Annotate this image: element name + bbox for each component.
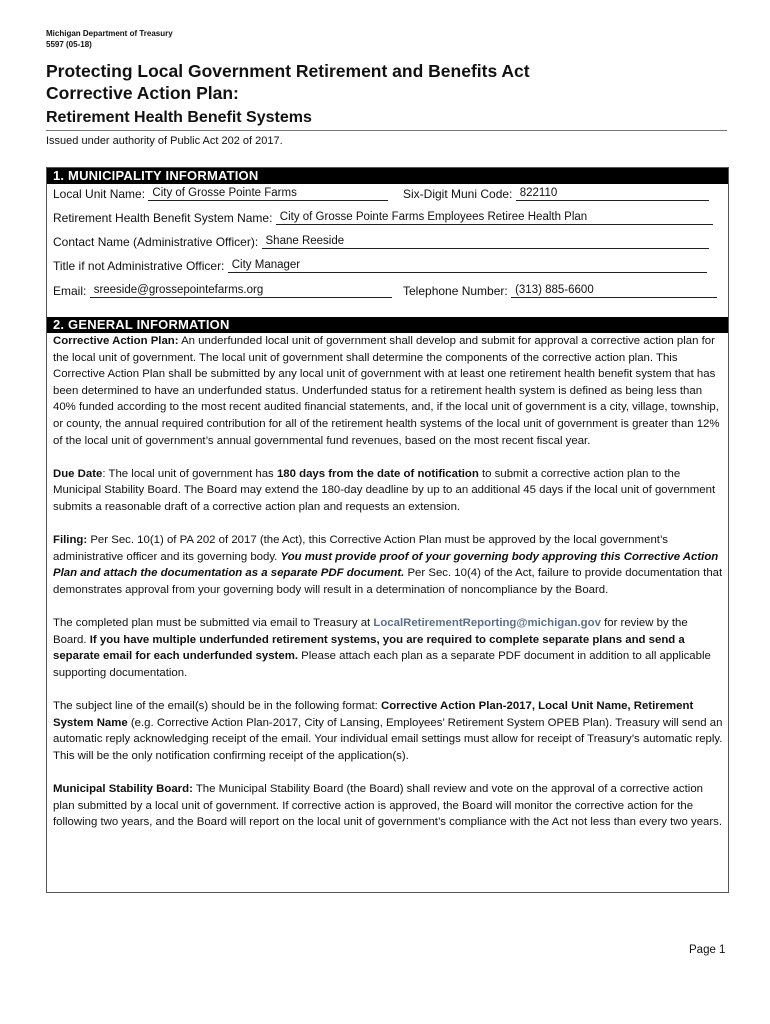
email-label: Email: [53,284,87,298]
cap-title: Corrective Action Plan: [53,335,179,347]
title-line-3: Retirement Health Benefit Systems [46,109,312,126]
title-row [53,259,707,273]
corrective-action-plan-paragraph: Corrective Action Plan: An underfunded local unit of government shall develop and submit for approval a corrective action plan for the local unit of government. The local unit of government shall determine the components of the corrective action plan. This Corrective Action Plan shall be submitted by any local unit of government with at least one retirement health benefit system that has been determined to have an underfunded status. Underfunded status for a retirement health system is defined as being less than 40% funded according to the most recent audited financial statements, and, if the local unit of government is a city, village, township, or county, the annual required contribution for all of the retirement health systems of the local unit of government is greater than 12% of the local unit of government’s annual governmental fund revenues, based on the most recent fiscal year. [53,335,720,447]
muni-code-label: Six-Digit Muni Code: [403,187,513,201]
submission-paragraph: The completed plan must be submitted via email to Treasury at LocalRetirementReporting@michigan.gov for review by the Board. If you have multiple underfunded retirement systems, you are required to complete separate plans and send a separate email for each underfunded system. Please attach each plan as a separate PDF document in addition to all applicable supporting documentation. [53,617,711,679]
phone-row [403,284,717,298]
contact-field[interactable]: Shane Reeside [262,235,709,249]
agency-header [46,28,173,50]
treasury-email-link[interactable]: LocalRetirementReporting@michigan.gov [373,617,601,630]
contact-row [53,235,709,249]
general-information-body [53,333,723,847]
title-line-2: Corrective Action Plan: [46,83,239,103]
phone-label: Telephone Number: [403,284,508,298]
system-name-label: Retirement Health Benefit System Name: [53,211,273,225]
filing-paragraph: Filing: Per Sec. 10(1) of PA 202 of 2017 (the Act), this Corrective Action Plan must be approved by the local government’s administrative officer and its governing body. You must provide proof of your governing body approving this Corrective Action Plan and attach the documentation as a separate PDF document. Per Sec. 10(4) of the Act, failure to provide documentation that demonstrates approval from your governing body will result in a determination of noncompliance by the Board. [53,534,723,596]
officer-title-label: Title if not Administrative Officer: [53,259,225,273]
title-line-1: Protecting Local Government Retirement and Benefits Act [46,61,530,81]
form-box [46,167,729,893]
title-divider [46,130,727,131]
email-field[interactable]: sreeside@grossepointefarms.org [90,284,392,298]
page-number: Page 1 [689,944,726,956]
due-date-title: Due Date [53,467,103,480]
form-number: 5597 (05-18) [46,40,92,49]
muni-code-field[interactable]: 822110 [516,187,709,201]
subject-line-paragraph: The subject line of the email(s) should be in the following format: Corrective Action Plan-2017, Local Unit Name, Retirement System Name (e.g. Corrective Action Plan-2017, City of Lansing, Employees’ Retirement System OPEB Plan). Treasury will send an automatic reply acknowledging receipt of the email. Your individual email settings must allow for receipt of Treasury’s automatic reply. This will be the only notification confirming receipt of the application(s). [53,700,723,762]
contact-label: Contact Name (Administrative Officer): [53,235,259,249]
due-date-paragraph: Due Date: The local unit of government has 180 days from the date of notification to submit a corrective action plan to the Municipal Stability Board. The Board may extend the 180-day deadline by up to an additional 45 days if the local unit of government submits a reasonable draft of a corrective action plan and requests an extension. [53,467,716,513]
officer-title-field[interactable]: City Manager [228,259,707,273]
muni-code-row [403,187,709,201]
title-block [46,60,726,129]
email-row [53,284,392,298]
local-unit-row [53,187,388,201]
msb-title: Municipal Stability Board: [53,783,193,796]
agency-name: Michigan Department of Treasury [46,29,173,38]
issued-authority: Issued under authority of Public Act 202 of 2017. [46,135,283,147]
municipal-stability-board-paragraph: Municipal Stability Board: The Municipal Stability Board (the Board) shall review and vote on the approval of a corrective action plan submitted by a local unit of government. If corrective action is approved, the Board will monitor the corrective action for the following two years, and the Board will report on the local unit of government’s compliance with the Act not less than every two years. [53,783,723,829]
section-1-heading: 1. MUNICIPALITY INFORMATION [47,168,728,184]
system-name-field[interactable]: City of Grosse Pointe Farms Employees Retiree Health Plan [276,211,713,225]
system-name-row [53,211,713,225]
phone-field[interactable]: (313) 885-6600 [511,284,717,298]
local-unit-label: Local Unit Name: [53,187,146,201]
local-unit-field[interactable]: City of Grosse Pointe Farms [148,187,388,201]
filing-title: Filing: [53,534,88,547]
section-2-heading: 2. GENERAL INFORMATION [47,317,728,333]
